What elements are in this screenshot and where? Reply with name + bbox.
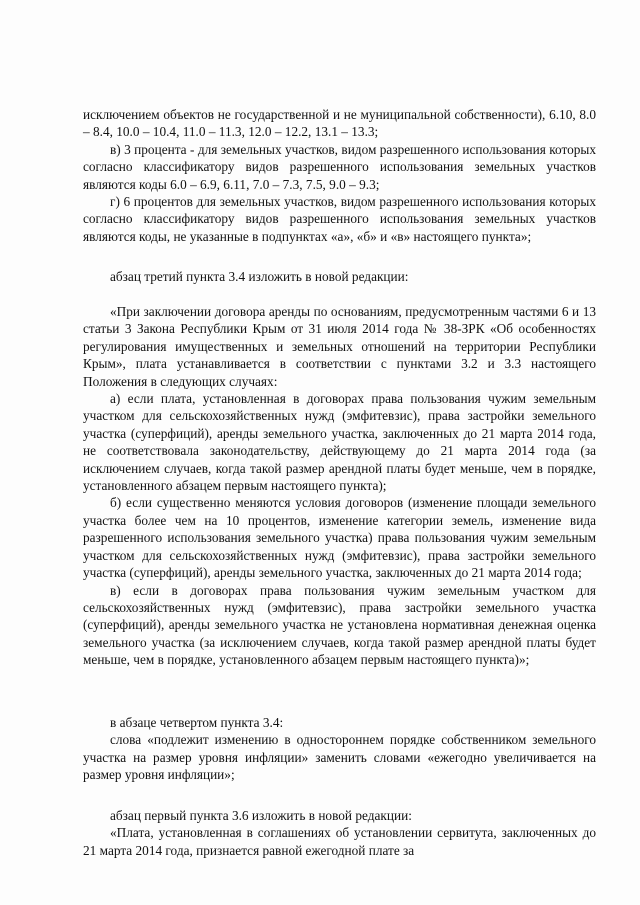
paragraph-item-g-6-percent: г) 6 процентов для земельных участков, видом разрешенного использования которых согласно классификатору видов разрешенного использования земельных участков являются коды, не указанные в подпунктах «а», «б» и «в» настоящего пункта»;: [83, 194, 596, 244]
section-heading-3-4-third: [83, 268, 596, 285]
amendment-heading: в абзаце четвертом пункта 3.4:: [110, 715, 284, 730]
paragraph-case-v: в) если в договорах права пользования чужим земельным участком для сельскохозяйственных нужд (эмфитевзис), права застройки земельного участка (суперфиций), аренды земельного участка не установлена нормативная денежная оценка земельного участка (за исключением случаев, когда такой размер арендной платы будет меньше, чем в порядке, установленного абзацем первым настоящего пункта)»;: [83, 582, 596, 668]
amendment-heading: абзац третий пункта 3.4 изложить в новой редакции:: [110, 269, 409, 284]
paragraph-continuation: исключением объектов не государственной и не муниципальной собственности), 6.10, 8.0 – 8.4, 10.0 – 10.4, 11.0 – 11.3, 12.0 – 12.2, 13.1 – 13.3;: [83, 107, 596, 140]
section-3-4-fourth-paragraph: [83, 714, 596, 784]
section-new-wording-3-4: [83, 303, 596, 669]
paragraph-case-b: б) если существенно меняются условия договоров (изменение площади земельного участка более чем на 10 процентов, изменение категории земель, изменение вида разрешенного использования земельного участка) права пользования чужим земельным участком для сельскохозяйственных нужд (эмфитевзис), права застройки земельного участка (суперфиций), аренды земельного участка, заключенных до 21 марта 2014 года;: [83, 495, 596, 581]
paragraph-case-a: а) если плата, установленная в договорах права пользования чужим земельным участком для сельскохозяйственных нужд (эмфитевзис), права застройки земельного участка (суперфиций), аренды земельного участка, заключенных до 21 марта 2014 года, не соответствовала законодательству, действующему до 21 марта 2014 года (за исключением случаев, когда такой размер арендной платы будет меньше, чем в порядке, установленного абзацем первым настоящего пункта);: [83, 391, 596, 494]
paragraph-servitude-payment: «Плата, установленная в соглашениях об установлении сервитута, заключенных до 21 марта 2014 года, признается равной ежегодной плате за: [83, 825, 596, 858]
section-3-6-first-paragraph: [83, 807, 596, 859]
paragraph-word-replacement: слова «подлежит изменению в одностороннем порядке собственником земельного участка на размер уровня инфляции» заменить словами «ежегодно увеличивается на размер уровня инфляции»;: [83, 732, 596, 783]
amendment-heading: абзац первый пункта 3.6 изложить в новой редакции:: [110, 808, 412, 823]
section-land-use-rates: [83, 106, 596, 245]
paragraph-intro: «При заключении договора аренды по основаниям, предусмотренным частями 6 и 13 статьи 3 Закона Республики Крым от 31 июля 2014 года № 38-ЗРК «Об особенностях регулирования имущественных и земельных отношений на территории Республики Крым», плата устанавливается в соответствии с пунктами 3.2 и 3.3 настоящего Положения в следующих случаях:: [83, 304, 596, 389]
paragraph-item-v-3-percent: в) 3 процента - для земельных участков, видом разрешенного использования которых согласно классификатору видов разрешенного использования земельных участков являются коды 6.0 – 6.9, 6.11, 7.0 – 7.3, 7.5, 9.0 – 9.3;: [83, 141, 596, 192]
